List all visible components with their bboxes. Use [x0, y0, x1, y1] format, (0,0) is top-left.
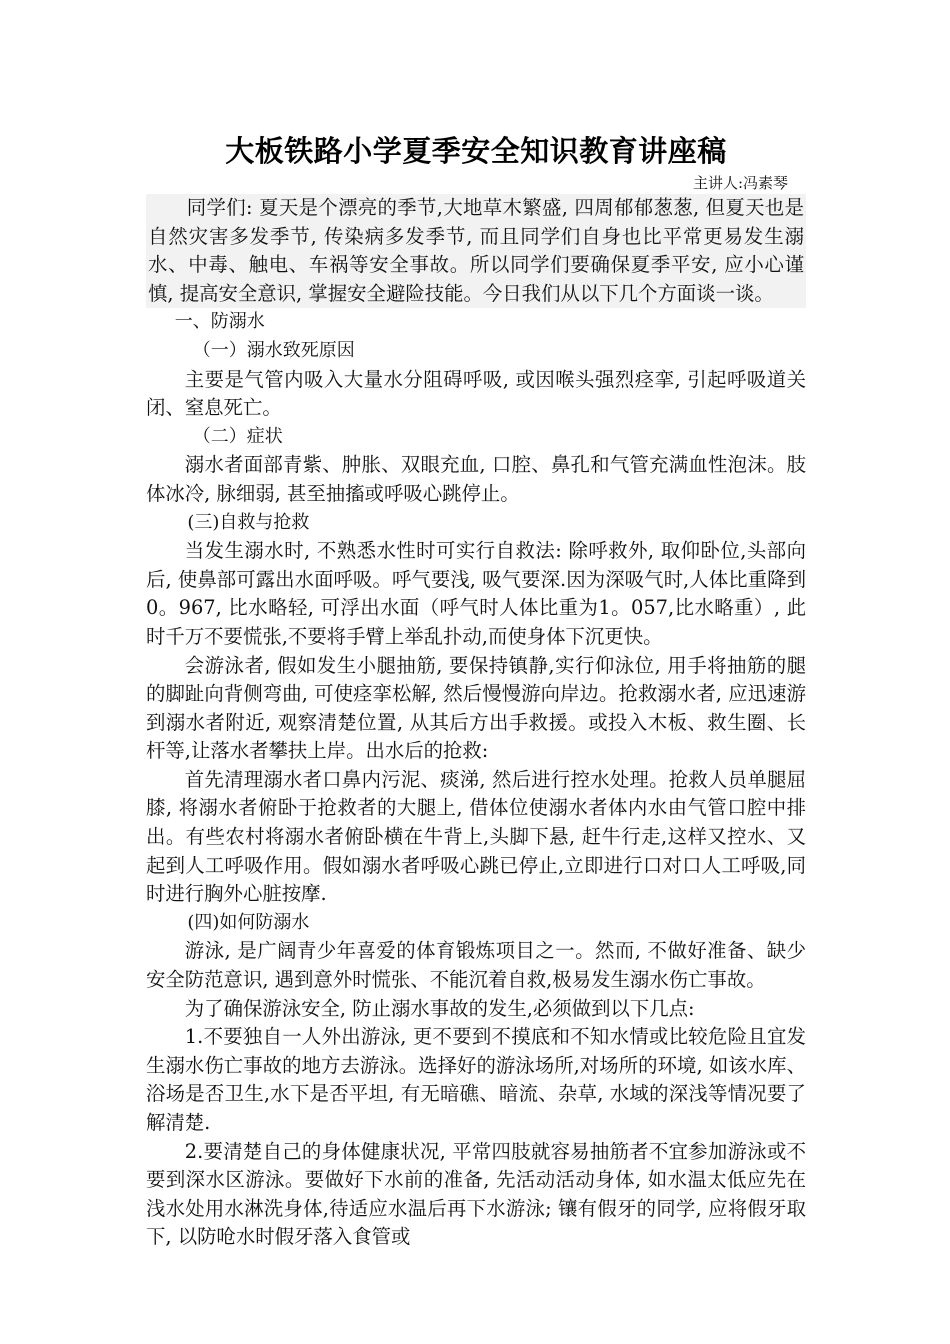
paragraph-swimming-intro: 游泳, 是广阔青少年喜爱的体育锻炼项目之一。然而, 不做好准备、缺少安全防范意识, 遇到意外时慌张、不能沉着自救,极易发生溺水伤亡事故。: [146, 939, 806, 992]
subheading-prevention: (四)如何防溺水: [187, 911, 310, 933]
paragraph-first-aid: 首先清理溺水者口鼻内污泥、痰涕, 然后进行控水处理。抢救人员单腿屈膝, 将溺水者俯卧于抢救者的大腿上, 借体位使溺水者体内水由气管口腔中排出。有些农村将溺水者俯卧横在牛背上,头脚下悬, 赶牛行走,这样又控水、又起到人工呼吸作用。假如溺水者呼吸心跳已停止,立即进行口对口人工呼吸,同时进行胸外心脏按摩.: [146, 767, 806, 906]
subheading-symptoms: （二）症状: [192, 425, 283, 447]
section-heading-drowning: 一、防溺水: [174, 311, 265, 333]
paragraph-symptoms: 溺水者面部青紫、肿胀、双眼充血, 口腔、鼻孔和气管充满血性泡沫。肢体冰冷, 脉细弱, 甚至抽搐或呼吸心跳停止。: [146, 453, 806, 505]
paragraph-point-2: 2.要清楚自己的身体健康状况, 平常四肢就容易抽筋者不宜参加游泳或不要到深水区游泳。要做好下水前的准备, 先活动活动身体, 如水温太低应先在浅水处用水淋洗身体,待适应水温后再下水游泳; 镶有假牙的同学, 应将假牙取下, 以防呛水时假牙落入食管或: [146, 1139, 806, 1249]
paragraph-swimmer-rescue: 会游泳者, 假如发生小腿抽筋, 要保持镇静,实行仰泳位, 用手将抽筋的腿的脚趾向背侧弯曲, 可使痉挛松解, 然后慢慢游向岸边。抢救溺水者, 应迅速游到溺水者附近, 观察清楚位置, 从其后方出手救援。或投入木板、救生圈、长杆等,让落水者攀扶上岸。出水后的抢救:: [146, 653, 806, 763]
speaker-line: 主讲人:冯素琴: [692, 174, 788, 192]
paragraph-self-rescue: 当发生溺水时, 不熟悉水性时可实行自救法: 除呼救外, 取仰卧位,头部向后, 使鼻部可露出水面呼吸。呼气要浅, 吸气要深.因为深吸气时,人体比重降到0。967, 比水略轻, 可浮出水面（呼气时人体比重为1。057,比水略重）, 此时千万不要慌张,不要将手臂上举乱扑动,而使身体下沉更快。: [146, 539, 806, 648]
paragraph-causes: 主要是气管内吸入大量水分阻碍呼吸, 或因喉头强烈痉挛, 引起呼吸道关闭、窒息死亡。: [146, 367, 806, 420]
intro-paragraph: 同学们: 夏天是个漂亮的季节,大地草木繁盛, 四周郁郁葱葱, 但夏天也是自然灾害多发季节, 传染病多发季节, 而且同学们自身也比平常更易发生溺水、中毒、触电、车祸等安全事故。所以同学们要确保夏季平安, 应小心谨慎, 提高安全意识, 掌握安全避险技能。今日我们从以下几个方面谈一谈。: [146, 194, 806, 308]
document-page: [146, 128, 806, 1252]
document-title: 大板铁路小学夏季安全知识教育讲座稿: [225, 134, 727, 168]
paragraph-point-1: 1.不要独自一人外出游泳, 更不要到不摸底和不知水情或比较危险且宜发生溺水伤亡事故的地方去游泳。选择好的游泳场所,对场所的环境, 如该水库、浴场是否卫生,水下是否平坦, 有无暗礁、暗流、杂草, 水域的深浅等情况要了解清楚.: [146, 1025, 806, 1134]
paragraph-safety-points: 为了确保游泳安全, 防止溺水事故的发生,必须做到以下几点:: [184, 996, 695, 1020]
subheading-rescue: (三)自救与抢救: [187, 511, 310, 533]
subheading-causes: （一）溺水致死原因: [192, 339, 355, 361]
